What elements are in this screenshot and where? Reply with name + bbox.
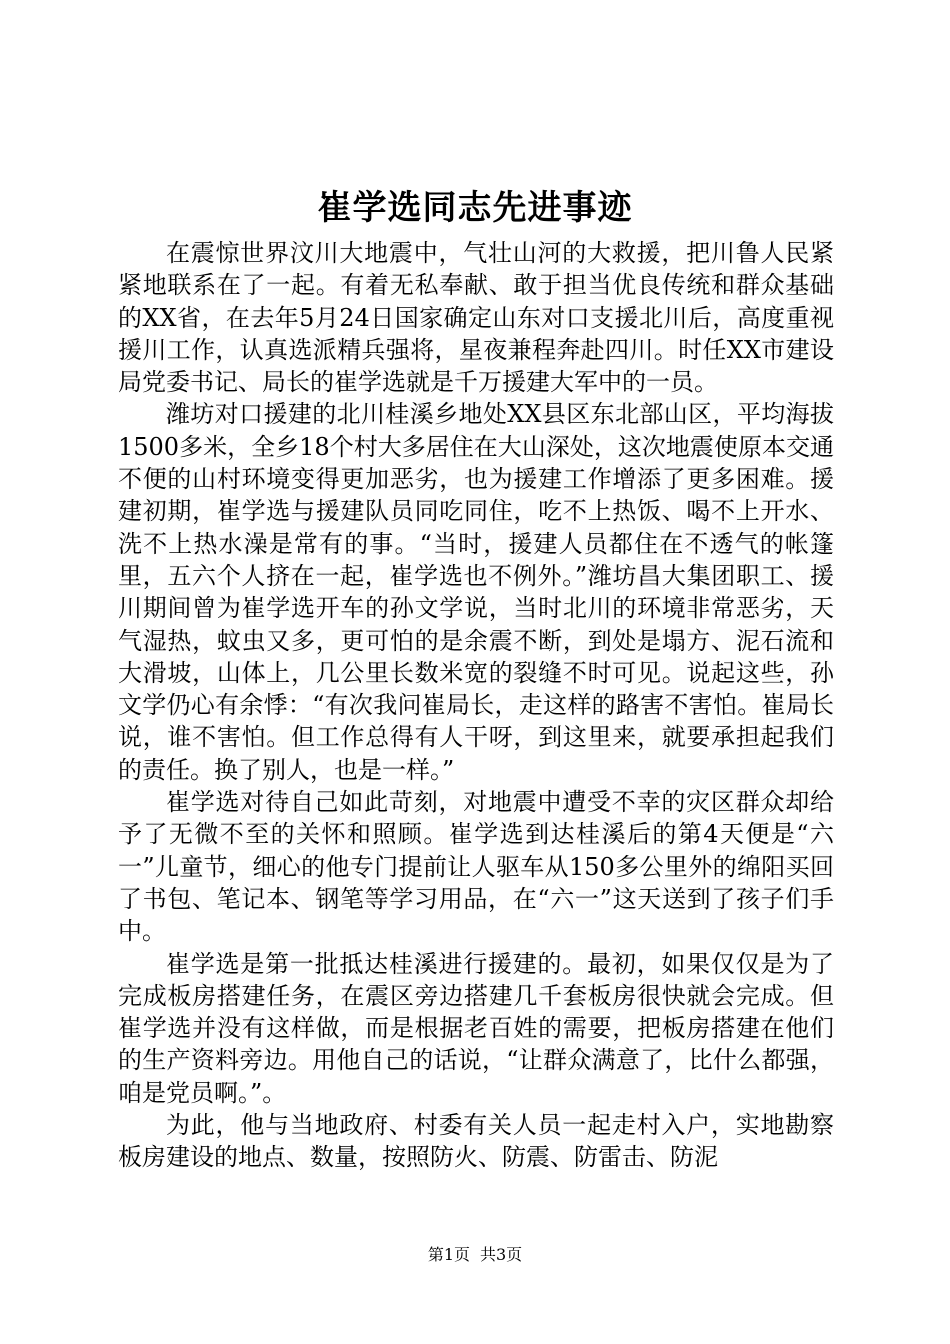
page-number: 第1页 (427, 1245, 470, 1264)
page-total: 共3页 (480, 1245, 523, 1264)
paragraph: 崔学选对待自己如此苛刻，对地震中遭受不幸的灾区群众却给予了无微不至的关怀和照顾。崔学选到达桂溪后的第4天便是“六一”儿童节，细心的他专门提前让人驱车从150多公里外的绵阳买回了书包、笔记本、钢笔等学习用品，在“六一”这天送到了孩子们手中。 (118, 788, 834, 946)
page-footer (0, 1244, 950, 1266)
paragraph: 为此，他与当地政府、村委有关人员一起走村入户，实地勘察板房建设的地点、数量，按照防火、防震、防雷击、防泥 (118, 1111, 834, 1172)
paragraph: 在震惊世界汶川大地震中，气壮山河的大救援，把川鲁人民紧紧地联系在了一起。有着无私奉献、敢于担当优良传统和群众基础的XX省，在去年5月24日国家确定山东对口支援北川后，高度重视援川工作，认真选派精兵强将，星夜兼程奔赴四川。时任XX市建设局党委书记、局长的崔学选就是千万援建大军中的一员。 (118, 239, 834, 397)
document-title: 崔学选同志先进事迹 (317, 188, 633, 228)
paragraph: 潍坊对口援建的北川桂溪乡地处XX县区东北部山区，平均海拔1500多米，全乡18个村大多居住在大山深处，这次地震使原本交通不便的山村环境变得更加恶劣，也为援建工作增添了更多困难。援建初期，崔学选与援建队员同吃同住，吃不上热饭、喝不上开水、洗不上热水澡是常有的事。“当时，援建人员都住在不透气的帐篷里，五六个人挤在一起，崔学选也不例外。”潍坊昌大集团职工、援川期间曾为崔学选开车的孙文学说，当时北川的环境非常恶劣，天气湿热，蚊虫又多，更可怕的是余震不断，到处是塌方、泥石流和大滑坡，山体上，几公里长数米宽的裂缝不时可见。说起这些，孙文学仍心有余悸：“有次我问崔局长，走这样的路害不害怕。崔局长说，谁不害怕。但工作总得有人干呀，到这里来，就要承担起我们的责任。换了别人，也是一样。” (118, 400, 834, 784)
paragraph: 崔学选是第一批抵达桂溪进行援建的。最初，如果仅仅是为了完成板房搭建任务，在震区旁边搭建几千套板房很快就会完成。但崔学选并没有这样做，而是根据老百姓的需要，把板房搭建在他们的生产资料旁边。用他自己的话说，“让群众满意了，比什么都强，咱是党员啊。”。 (118, 949, 834, 1107)
document-body (118, 237, 834, 1174)
